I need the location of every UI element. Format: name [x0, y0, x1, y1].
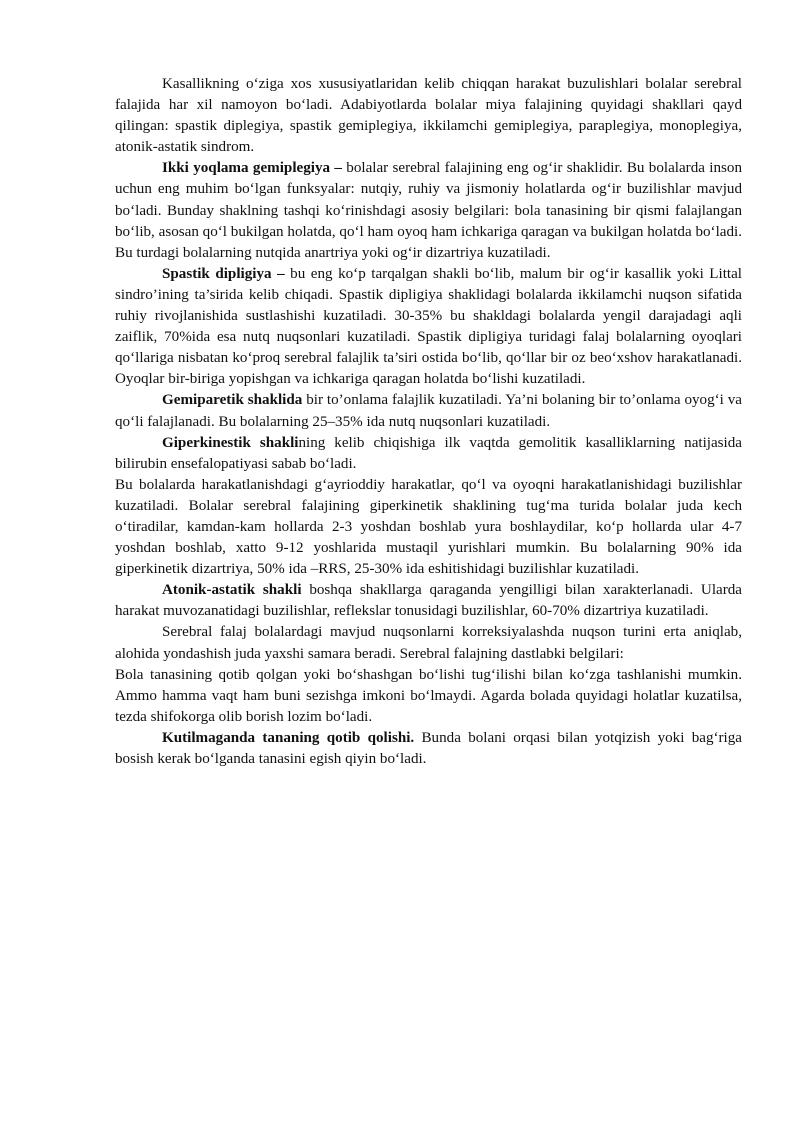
paragraph-sudden-stiffening	[115, 728, 742, 770]
document-page	[115, 74, 742, 770]
paragraph-hyperkinetic	[115, 433, 742, 475]
paragraph-heading: Gemiparetik shaklida	[162, 392, 303, 409]
paragraph-text: Serebral falaj bolalardagi mavjud nuqsonlarni korreksiyalashda nuqson turini erta aniqlab, alohida yondashish juda yaxshi samara beradi. Serebral falajning dastlabki belgilari:	[115, 624, 742, 662]
paragraph-correction	[115, 622, 742, 664]
paragraph-text: bu eng ko‘p tarqalgan shakli bo‘lib, malum bir og‘ir kasallik yoki Littal sindro’ining ta’sirida kelib chiqadi. Spastik dipligiya shaklidagi bolalarda ikkilamchi nuqson sifatida ruhiy rivojlanishida sustlashishi kuzatiladi. 30-35% bu shakldagi bolalarda yengil darajadagi aqli zaiflik, 70%ida esa nutq nuqsonlari kuzatiladi. Spastik dipligiya turidagi falaj bolalarning oyoqlari qo‘llariga nisbatan ko‘proq serebral falajlik ta’siri ostida bo‘lib, qo‘llar bir oz beo‘xshov harakatlanadi. Oyoqlar bir-biriga yopishgan va ichkariga qaragan holatda bo‘lishi kuzatiladi.	[115, 265, 742, 388]
paragraph-text: bolalar serebral falajining eng og‘ir shaklidir. Bu bolalarda inson uchun eng muhim bo‘lgan funksyalar: nutqiy, ruhiy va jismoniy holatlarda og‘ir buzilishlar mavjud bo‘ladi. Bunday shaklning tashqi ko‘rinishdagi asosiy belgilari: bola tanasining bir qismi falajlangan bo‘lib, asosan qo‘l bukilgan holatda, qo‘l ham oyoq ham ichkariga qaragan va bukilgan holatda bo‘ladi. Bu turdagi bolalarning nutqida anartriya yoki og‘ir dizartriya kuzatiladi.	[115, 160, 742, 261]
paragraph-text: boshqa shakllarga qaraganda yengilligi bilan xarakterlanadi. Ularda harakat muvozanatidagi buzilishlar, reflekslar tonusidagi buzilishlar, 60-70% dizartriya kuzatiladi.	[115, 582, 742, 620]
paragraph-hemiparetic	[115, 390, 742, 432]
paragraph-atonic-astatic	[115, 580, 742, 622]
paragraph-heading: Atonik-astatik shakli	[162, 582, 302, 599]
paragraph-text: Kasallikning o‘ziga xos xususiyatlaridan kelib chiqqan harakat buzulishlari bolalar serebral falajida har xil namoyon bo‘ladi. Adabiyotlarda bolalar miya falajining quyidagi shakllari qayd qilingan: spastik diplegiya, spastik gemiplegiya, ikkilamchi gemiplegiya, paraplegiya, monoplegiya, atonik-astatik sindrom.	[115, 76, 742, 156]
paragraph-intro	[115, 74, 742, 158]
paragraph-text: Bunda bolani orqasi bilan yotqizish yoki bag‘riga bosish kerak bo‘lganda tanasini egish qiyin bo‘ladi.	[115, 729, 742, 767]
paragraph-hyperkinetic-details	[115, 475, 742, 580]
paragraph-early-signs	[115, 665, 742, 728]
paragraph-heading: Ikki yoqlama gemiplegiya –	[162, 160, 342, 177]
paragraph-text: ning kelib chiqishiga ilk vaqtda gemolitik kasalliklarning natijasida bilirubin ensefalopatiyasi sabab bo‘ladi.	[115, 434, 742, 472]
paragraph-text: bir to’onlama falajlik kuzatiladi. Ya’ni bolaning bir to’onlama oyog‘i va qo‘li falajlanadi. Bu bolalarning 25–35% ida nutq nuqsonlari kuzatiladi.	[115, 392, 742, 430]
paragraph-heading: Spastik dipligiya –	[162, 265, 285, 282]
paragraph-heading: Kutilmaganda tananing qotib qolishi.	[162, 729, 415, 746]
paragraph-text: Bola tanasining qotib qolgan yoki bo‘shashgan bo‘lishi tug‘ilishi bilan ko‘zga tashlanishi mumkin. Ammo hamma vaqt ham buni sezishga imkoni bo‘lmaydi. Agarda bolada quyidagi holatlar kuzatilsa, tezda shifokorga olib borish lozim bo‘ladi.	[115, 666, 742, 725]
paragraph-double-hemiplegia	[115, 158, 742, 263]
paragraph-spastic-diplegia	[115, 264, 742, 391]
paragraph-text: Bu bolalarda harakatlanishdagi g‘ayrioddiy harakatlar, qo‘l va oyoqni harakatlanishidagi buzilishlar kuzatiladi. Bolalar serebral falajining giperkinetik shaklining tug‘ma turida bolalar juda kech o‘tiradilar, kamdan-kam hollarda 2-3 yoshdan boshlab yura boshlaydilar, ko‘p hollarda ular 4-7 yoshdan boshlab, xatto 9-12 yoshlarida mustaqil yurishlari mumkin. Bu bolalarning 90% ida giperkinetik dizartriya, 50% ida –RRS, 25-30% ida eshitishidagi buzilishlar kuzatiladi.	[115, 476, 742, 578]
paragraph-heading: Giperkinestik shakli	[162, 434, 299, 451]
